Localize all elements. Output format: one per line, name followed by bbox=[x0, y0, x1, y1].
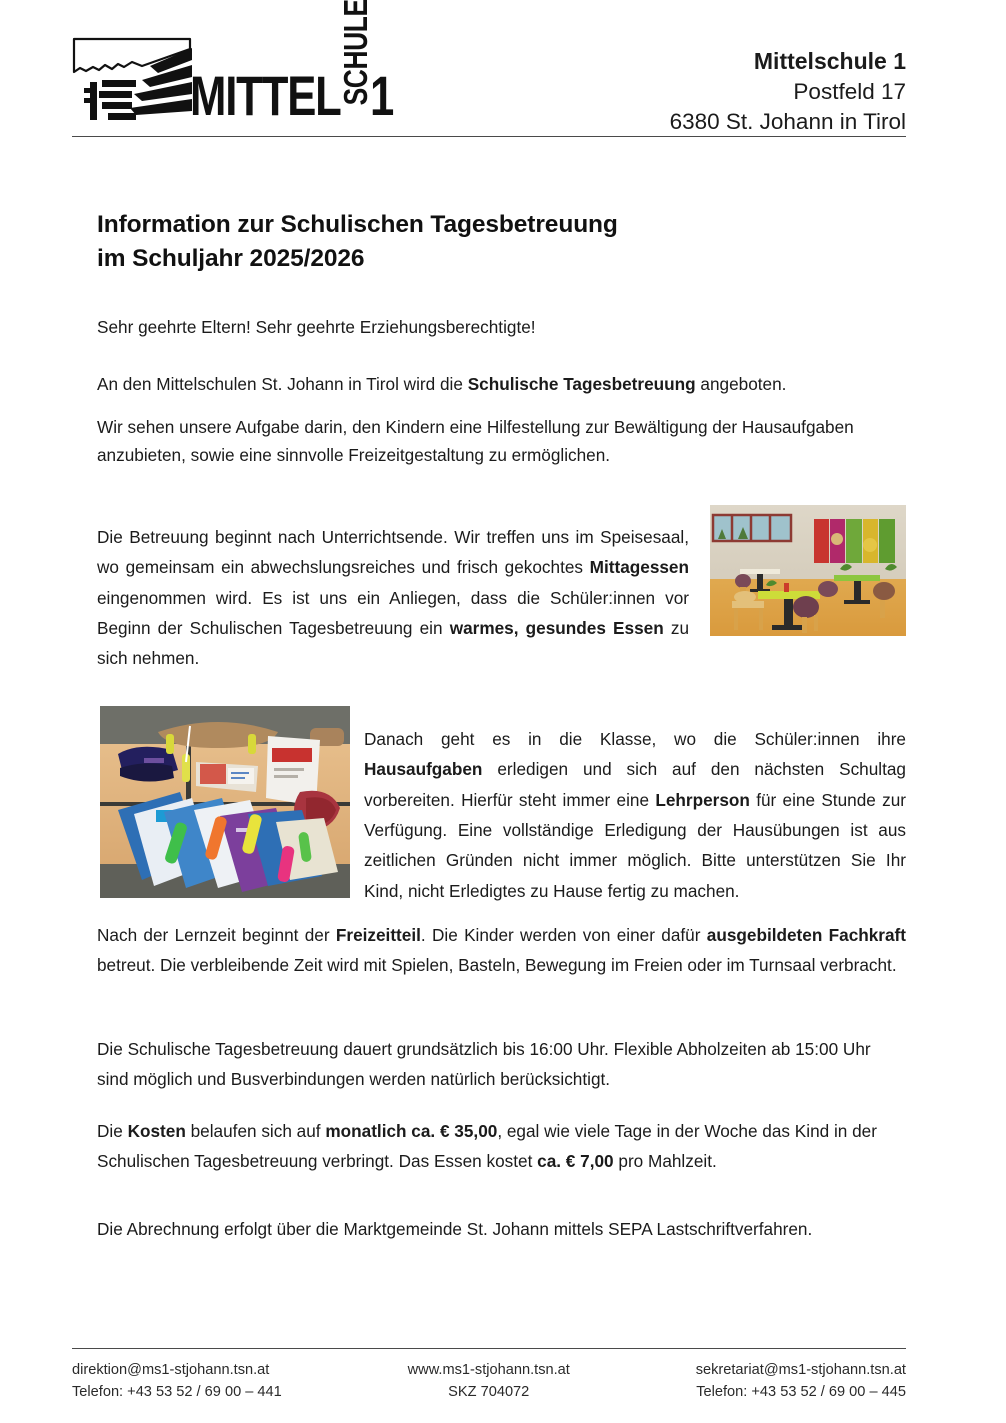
page-title-line-1: Information zur Schulischen Tagesbetreuung bbox=[97, 211, 618, 239]
footer-direction-phone: Telefon: +43 53 52 / 69 00 – 441 bbox=[72, 1383, 282, 1400]
school-wordmark bbox=[190, 0, 401, 127]
homework-part-a: Danach geht es in die Klasse, wo die Schüler:innen ihre bbox=[364, 729, 906, 750]
intro-paragraph-1 bbox=[97, 371, 906, 399]
billing-paragraph bbox=[97, 1198, 906, 1262]
address-school-name: Mittelschule 1 bbox=[753, 48, 906, 74]
homework-part-e: für eine Stunde zur Verfügung. Eine vollständige Erledigung der Hausübungen ist aus zeitlichen Gründen nicht immer möglich. Bitte unterstützen Sie Ihr Kind, nicht Erledigtes zu Hause fertig zu machen. bbox=[364, 789, 906, 901]
salutation bbox=[97, 314, 906, 342]
footer-direction-contact bbox=[72, 1360, 282, 1404]
freetime-paragraph bbox=[97, 903, 906, 998]
meal-emphasis-healthy-food: warmes, gesundes Essen bbox=[449, 617, 664, 638]
freetime-part-c: . Die Kinder werden von einer dafür bbox=[420, 925, 707, 946]
wordmark-schule: SCHULE bbox=[337, 0, 375, 106]
header-divider bbox=[72, 136, 906, 137]
costs-paragraph bbox=[97, 1100, 906, 1194]
footer-secretariat-phone: Telefon: +43 53 52 / 69 00 – 445 bbox=[696, 1383, 906, 1400]
costs-emphasis-monthly: monatlich ca. € 35,00 bbox=[325, 1121, 498, 1142]
mittelschule-mountain-logo-icon bbox=[72, 36, 194, 124]
address-city: 6380 St. Johann in Tirol bbox=[669, 108, 906, 134]
meal-part-e: zu sich nehmen. bbox=[97, 617, 690, 669]
footer-skz: SKZ 704072 bbox=[448, 1383, 530, 1400]
homework-paragraph bbox=[364, 707, 906, 923]
costs-part-g: pro Mahlzeit. bbox=[613, 1150, 717, 1171]
homework-emphasis-homework: Hausaufgaben bbox=[364, 759, 483, 780]
footer-secretariat-email[interactable]: sekretariat@ms1-stjohann.tsn.at bbox=[695, 1362, 906, 1378]
salutation-text: Sehr geehrte Eltern! Sehr geehrte Erziehungsberechtigte! bbox=[97, 317, 536, 337]
freetime-emphasis-part: Freizeitteil bbox=[335, 925, 421, 946]
meal-part-a: Die Betreuung beginnt nach Unterrichtsende. Wir treffen uns im Speisesaal, wo gemeinsam ein abwechslungsreiches und frisch gekochtes bbox=[97, 527, 689, 578]
intro1-part-c: angeboten. bbox=[695, 374, 787, 394]
wordmark-mittel: MITTEL bbox=[190, 63, 341, 127]
footer bbox=[72, 1360, 906, 1404]
footer-school-web bbox=[408, 1360, 570, 1404]
costs-emphasis-label: Kosten bbox=[127, 1121, 186, 1142]
footer-secretariat-contact bbox=[696, 1360, 906, 1404]
opening-hours-text: Die Schulische Tagesbetreuung dauert grundsätzlich bis 16:00 Uhr. Flexible Abholzeiten ab 15:00 Uhr sind möglich und Busverbindungen werden natürlich berücksichtigt. bbox=[97, 1039, 871, 1089]
page-title bbox=[97, 208, 857, 276]
meal-part-c: eingenommen wird. Es ist uns ein Anliegen, dass die Schüler:innen vor Beginn der Schulischen Tagesbetreuung ein bbox=[97, 587, 689, 638]
opening-hours-paragraph bbox=[97, 1018, 906, 1112]
footer-direction-email[interactable]: direktion@ms1-stjohann.tsn.at bbox=[72, 1362, 270, 1378]
page-title-line-2: im Schuljahr 2025/2026 bbox=[97, 245, 365, 273]
intro2-text: Wir sehen unsere Aufgabe darin, den Kindern eine Hilfestellung zur Bewältigung der Hausaufgaben anzubieten, sowie eine sinnvolle Freizeitgestaltung zu ermöglichen. bbox=[97, 417, 854, 465]
dining-hall-photo bbox=[710, 505, 906, 636]
school-logo bbox=[72, 0, 395, 130]
letterhead bbox=[72, 0, 906, 134]
homework-emphasis-teacher: Lehrperson bbox=[655, 789, 750, 810]
billing-text: Die Abrechnung erfolgt über die Marktgemeinde St. Johann mittels SEPA Lastschriftverfahren. bbox=[97, 1219, 813, 1240]
footer-website[interactable]: www.ms1-stjohann.tsn.at bbox=[407, 1362, 570, 1378]
costs-emphasis-meal: ca. € 7,00 bbox=[537, 1150, 614, 1171]
meal-paragraph bbox=[97, 505, 689, 691]
costs-part-e: , egal wie viele Tage in der Woche das Kind in der Schulischen Tagesbetreuung verbringt. Das Essen kostet bbox=[97, 1121, 877, 1171]
school-supplies-photo bbox=[100, 706, 350, 898]
homework-part-c: erledigen und sich auf den nächsten Schultag vorbereiten. Hierfür steht immer eine bbox=[364, 759, 906, 810]
freetime-part-e: betreut. Die verbleibende Zeit wird mit Spielen, Basteln, Bewegung im Freien oder im Turnsaal verbracht. bbox=[97, 955, 897, 976]
freetime-emphasis-staff: ausgebildeten Fachkraft bbox=[706, 925, 907, 946]
meal-emphasis-lunch: Mittagessen bbox=[589, 557, 689, 578]
wordmark-one: 1 bbox=[370, 63, 395, 127]
costs-part-c: belaufen sich auf bbox=[185, 1121, 326, 1142]
school-address bbox=[670, 46, 906, 136]
intro1-part-a: An den Mittelschulen St. Johann in Tirol wird die bbox=[97, 374, 468, 394]
footer-divider bbox=[72, 1348, 906, 1349]
intro-paragraph-2 bbox=[97, 414, 906, 470]
address-street: Postfeld 17 bbox=[793, 78, 906, 104]
intro1-emphasis: Schulische Tagesbetreuung bbox=[467, 374, 696, 394]
costs-part-a: Die bbox=[97, 1121, 128, 1142]
freetime-part-a: Nach der Lernzeit beginnt der bbox=[97, 925, 336, 946]
